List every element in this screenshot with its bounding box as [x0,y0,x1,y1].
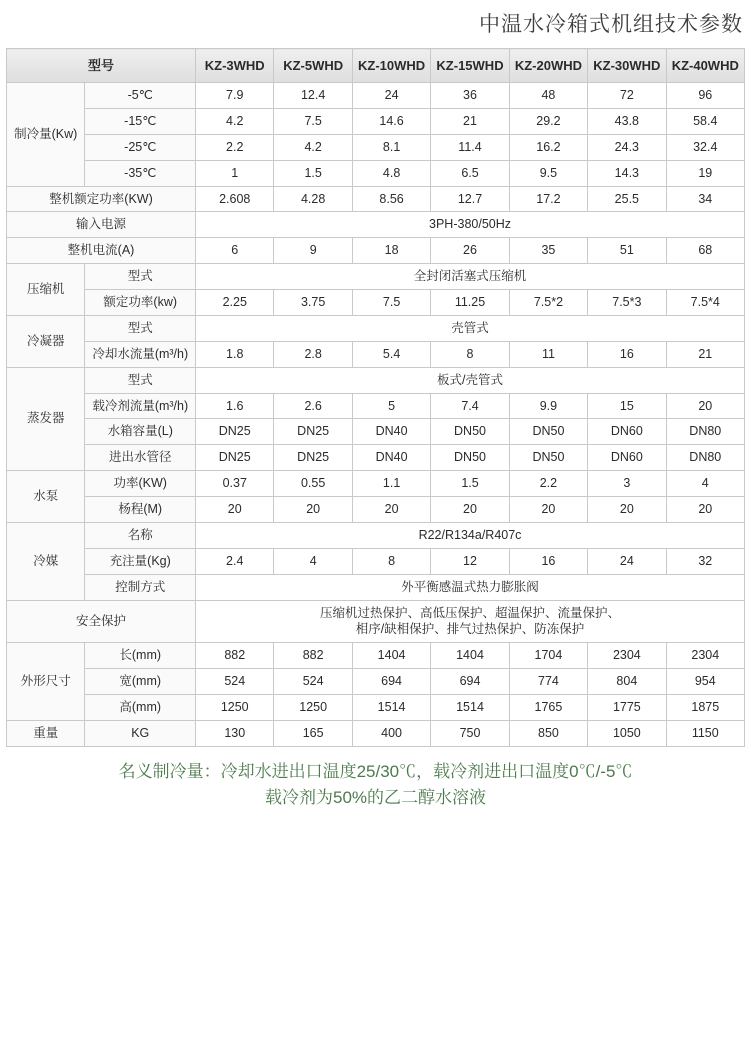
value-cell: 1 [196,160,274,186]
row-group-label: 冷媒 [7,522,85,600]
value-cell: 3.75 [274,290,352,316]
value-cell: DN25 [274,419,352,445]
value-cell: 7.5*4 [666,290,744,316]
value-cell: 16.2 [509,134,587,160]
table-row [7,643,745,669]
value-cell: 4 [666,471,744,497]
value-cell: 1.1 [352,471,430,497]
table-row [7,720,745,746]
table-row [7,497,745,523]
value-cell: 1704 [509,643,587,669]
table-row [7,212,745,238]
row-group-label: 整机额定功率(KW) [7,186,196,212]
row-sub-label: 控制方式 [85,574,196,600]
value-cell: 20 [274,497,352,523]
value-cell: 32.4 [666,134,744,160]
table-row [7,445,745,471]
merged-value-cell: R22/R134a/R407c [196,522,745,548]
header-model-5: KZ-20WHD [509,49,587,83]
row-group-label: 蒸发器 [7,367,85,471]
value-cell: 1514 [352,695,430,721]
table-row [7,290,745,316]
value-cell: 3 [588,471,666,497]
table-row [7,186,745,212]
value-cell: 1404 [352,643,430,669]
value-cell: 20 [588,497,666,523]
row-sub-label: 进出水管径 [85,445,196,471]
row-group-label: 重量 [7,720,85,746]
header-model-6: KZ-30WHD [588,49,666,83]
value-cell: 1765 [509,695,587,721]
value-cell: 21 [666,341,744,367]
row-sub-label: 型式 [85,264,196,290]
value-cell: 750 [431,720,509,746]
value-cell: DN25 [196,445,274,471]
table-row [7,548,745,574]
row-sub-label: -15℃ [85,108,196,134]
value-cell: DN50 [431,445,509,471]
row-group-label: 输入电源 [7,212,196,238]
value-cell: 8 [352,548,430,574]
value-cell: 34 [666,186,744,212]
row-sub-label: 额定功率(kw) [85,290,196,316]
value-cell: 1514 [431,695,509,721]
value-cell: 1.6 [196,393,274,419]
row-group-label: 水泵 [7,471,85,523]
row-group-label: 整机电流(A) [7,238,196,264]
row-sub-label: 载冷剂流量(m³/h) [85,393,196,419]
header-model-3: KZ-10WHD [352,49,430,83]
value-cell: 524 [196,669,274,695]
value-cell: 21 [431,108,509,134]
value-cell: 1.5 [431,471,509,497]
table-row [7,574,745,600]
table-row [7,419,745,445]
value-cell: 7.4 [431,393,509,419]
value-cell: 11 [509,341,587,367]
value-cell: 7.9 [196,83,274,109]
value-cell: 1875 [666,695,744,721]
merged-value-cell: 3PH-380/50Hz [196,212,745,238]
value-cell: 68 [666,238,744,264]
value-cell: 1404 [431,643,509,669]
value-cell: 9.5 [509,160,587,186]
value-cell: 72 [588,83,666,109]
value-cell: 882 [274,643,352,669]
value-cell: DN50 [509,419,587,445]
value-cell: 694 [352,669,430,695]
row-sub-label: 长(mm) [85,643,196,669]
value-cell: 24 [352,83,430,109]
table-row [7,341,745,367]
value-cell: 524 [274,669,352,695]
value-cell: 2.4 [196,548,274,574]
header-model-7: KZ-40WHD [666,49,744,83]
row-sub-label: -35℃ [85,160,196,186]
value-cell: 36 [431,83,509,109]
value-cell: 804 [588,669,666,695]
row-sub-label: -25℃ [85,134,196,160]
value-cell: 20 [666,393,744,419]
value-cell: 1.8 [196,341,274,367]
value-cell: 12 [431,548,509,574]
table-row [7,160,745,186]
row-sub-label: KG [85,720,196,746]
value-cell: 16 [509,548,587,574]
value-cell: 35 [509,238,587,264]
value-cell: 2.8 [274,341,352,367]
value-cell: 9 [274,238,352,264]
header-model-2: KZ-5WHD [274,49,352,83]
value-cell: DN25 [196,419,274,445]
value-cell: 7.5*2 [509,290,587,316]
value-cell: 2.2 [509,471,587,497]
value-cell: 20 [352,497,430,523]
merged-value-cell: 全封闭活塞式压缩机 [196,264,745,290]
value-cell: 24.3 [588,134,666,160]
row-sub-label: 功率(KW) [85,471,196,497]
row-sub-label: 高(mm) [85,695,196,721]
header-model-4: KZ-15WHD [431,49,509,83]
value-cell: 4.8 [352,160,430,186]
value-cell: 9.9 [509,393,587,419]
value-cell: 1150 [666,720,744,746]
value-cell: 1250 [196,695,274,721]
table-row [7,238,745,264]
value-cell: 4 [274,548,352,574]
value-cell: 14.3 [588,160,666,186]
table-row [7,264,745,290]
value-cell: 29.2 [509,108,587,134]
value-cell: 48 [509,83,587,109]
value-cell: 7.5 [352,290,430,316]
value-cell: 20 [666,497,744,523]
table-row [7,83,745,109]
value-cell: 1775 [588,695,666,721]
merged-value-cell: 板式/壳管式 [196,367,745,393]
value-cell: 43.8 [588,108,666,134]
row-group-label: 压缩机 [7,264,85,316]
value-cell: 32 [666,548,744,574]
value-cell: 954 [666,669,744,695]
value-cell: 400 [352,720,430,746]
value-cell: DN80 [666,419,744,445]
merged-value-cell: 壳管式 [196,315,745,341]
value-cell: 7.5 [274,108,352,134]
value-cell: 14.6 [352,108,430,134]
page-title: 中温水冷箱式机组技术参数 [479,13,743,36]
table-row [7,315,745,341]
header-model-1: KZ-3WHD [196,49,274,83]
merged-value-cell: 外平衡感温式热力膨胀阀 [196,574,745,600]
value-cell: 1.5 [274,160,352,186]
value-cell: 11.25 [431,290,509,316]
row-sub-label: 杨程(M) [85,497,196,523]
value-cell: 4.2 [274,134,352,160]
table-header-row [7,49,745,83]
value-cell: 165 [274,720,352,746]
value-cell: 26 [431,238,509,264]
value-cell: 882 [196,643,274,669]
value-cell: 6.5 [431,160,509,186]
value-cell: 2304 [588,643,666,669]
value-cell: 24 [588,548,666,574]
table-row [7,522,745,548]
value-cell: 1050 [588,720,666,746]
table-row [7,134,745,160]
footnote [0,747,751,812]
row-sub-label: -5℃ [85,83,196,109]
value-cell: 0.55 [274,471,352,497]
value-cell: 850 [509,720,587,746]
header-model-label: 型号 [7,49,196,83]
value-cell: 2.6 [274,393,352,419]
value-cell: DN60 [588,445,666,471]
value-cell: 20 [509,497,587,523]
value-cell: 20 [196,497,274,523]
value-cell: 96 [666,83,744,109]
table-row [7,367,745,393]
footnote-line-1: 名义制冷量：冷却水进出口温度25/30℃，载冷剂进出口温度0℃/-5℃ [118,761,633,781]
row-sub-label: 冷却水流量(m³/h) [85,341,196,367]
value-cell: 12.4 [274,83,352,109]
row-group-label: 冷凝器 [7,315,85,367]
value-cell: 2.608 [196,186,274,212]
value-cell: 8.1 [352,134,430,160]
value-cell: DN50 [509,445,587,471]
row-sub-label: 型式 [85,367,196,393]
value-cell: 11.4 [431,134,509,160]
value-cell: DN25 [274,445,352,471]
value-cell: 5 [352,393,430,419]
spec-table [6,48,745,747]
merged-value-cell: 压缩机过热保护、高低压保护、超温保护、流量保护、 相序/缺相保护、排气过热保护、防冻保护 [196,600,745,643]
value-cell: DN40 [352,419,430,445]
row-sub-label: 型式 [85,315,196,341]
value-cell: 16 [588,341,666,367]
value-cell: 694 [431,669,509,695]
value-cell: 6 [196,238,274,264]
value-cell: DN50 [431,419,509,445]
footnote-line-2: 载冷剂为50%的乙二醇水溶液 [264,788,487,808]
value-cell: 18 [352,238,430,264]
value-cell: 2.2 [196,134,274,160]
value-cell: 130 [196,720,274,746]
value-cell: 58.4 [666,108,744,134]
value-cell: 25.5 [588,186,666,212]
table-row [7,108,745,134]
value-cell: 0.37 [196,471,274,497]
value-cell: 7.5*3 [588,290,666,316]
row-sub-label: 名称 [85,522,196,548]
value-cell: DN40 [352,445,430,471]
value-cell: 1250 [274,695,352,721]
value-cell: DN80 [666,445,744,471]
value-cell: 4.28 [274,186,352,212]
row-sub-label: 充注量(Kg) [85,548,196,574]
table-row [7,600,745,643]
table-row [7,669,745,695]
row-group-label: 外形尺寸 [7,643,85,721]
value-cell: 774 [509,669,587,695]
row-sub-label: 水箱容量(L) [85,419,196,445]
row-sub-label: 宽(mm) [85,669,196,695]
value-cell: 51 [588,238,666,264]
value-cell: 8.56 [352,186,430,212]
value-cell: 19 [666,160,744,186]
value-cell: 12.7 [431,186,509,212]
value-cell: 8 [431,341,509,367]
value-cell: DN60 [588,419,666,445]
table-row [7,695,745,721]
value-cell: 15 [588,393,666,419]
value-cell: 2.25 [196,290,274,316]
value-cell: 4.2 [196,108,274,134]
value-cell: 17.2 [509,186,587,212]
value-cell: 20 [431,497,509,523]
table-row [7,471,745,497]
value-cell: 5.4 [352,341,430,367]
row-group-label: 安全保护 [7,600,196,643]
value-cell: 2304 [666,643,744,669]
row-group-label: 制冷量(Kw) [7,83,85,187]
table-row [7,393,745,419]
